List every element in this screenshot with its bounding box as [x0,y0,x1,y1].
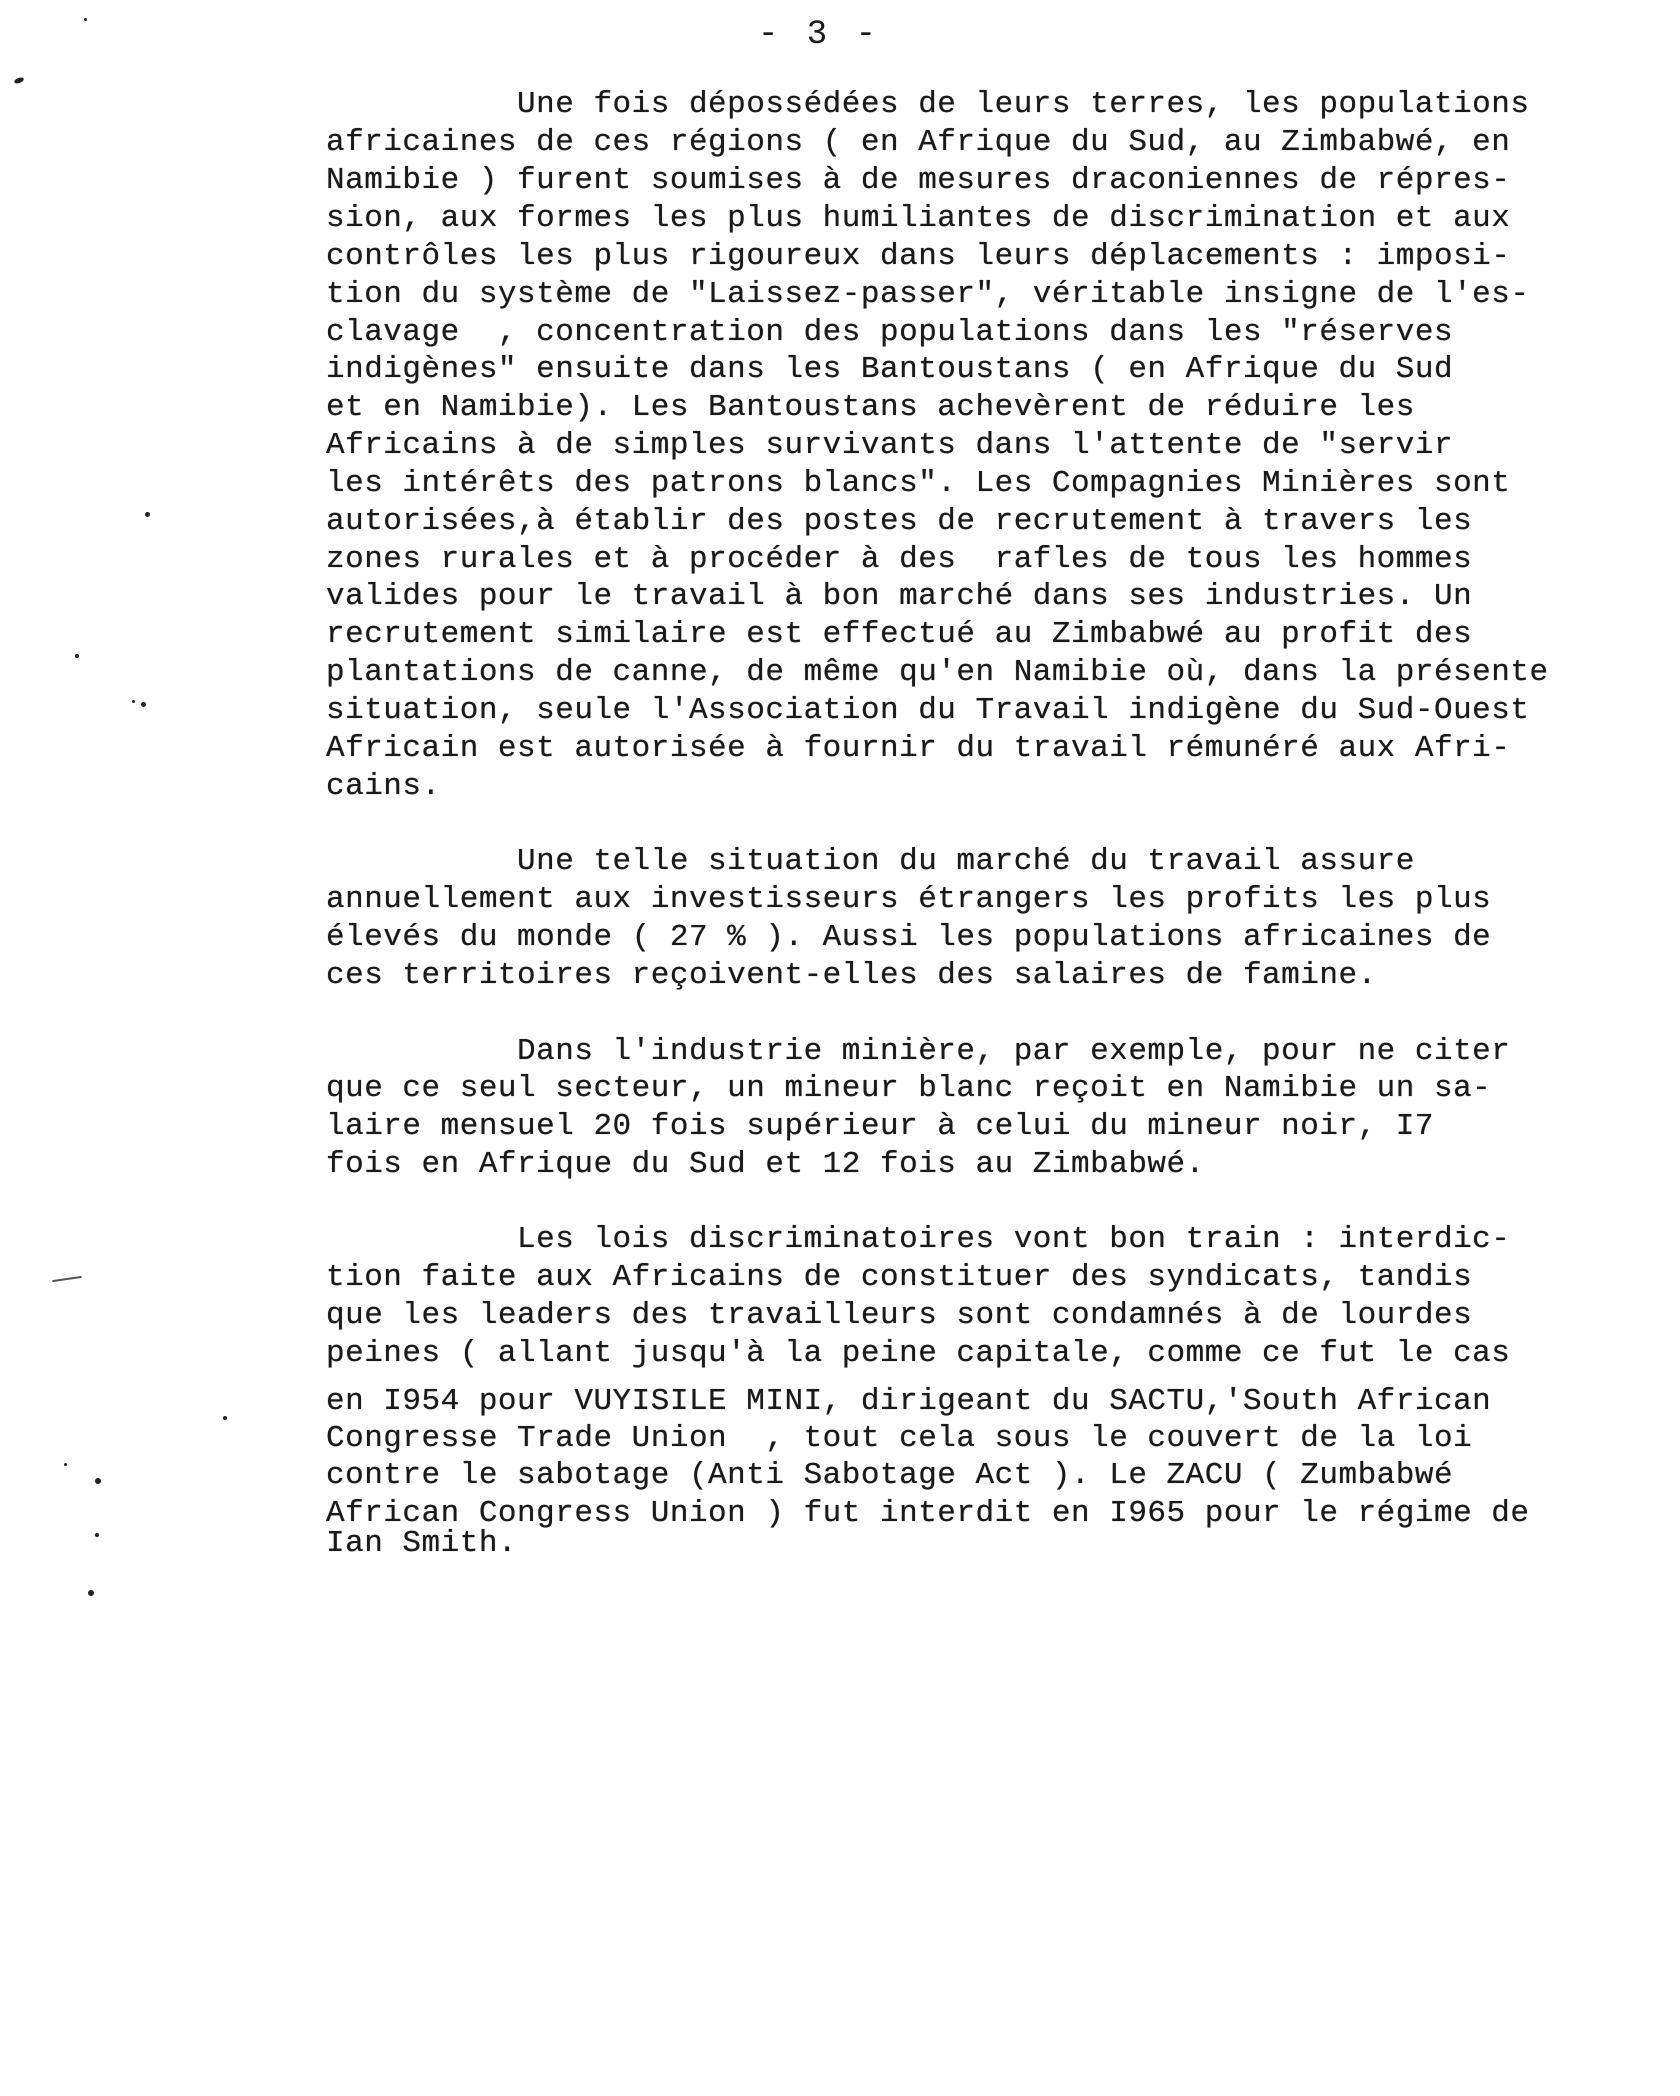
scan-mark [223,1416,227,1420]
scan-mark [52,1276,82,1282]
text-line: plantations de canne, de même qu'en Namibie où, dans la présente [326,655,1549,690]
text-line: contre le sabotage (Anti Sabotage Act ). Le ZACU ( Zumbabwé [326,1458,1454,1493]
text-line: tion du système de "Laissez-passer", véritable insigne de l'es- [326,277,1530,312]
scan-mark [84,18,87,21]
text-line: autorisées,à établir des postes de recrutement à travers les [326,504,1473,539]
scan-mark [75,654,79,658]
scan-mark [13,76,24,84]
page-number: - 3 - [758,16,881,54]
text-line: et en Namibie). Les Bantoustans achevèrent de réduire les [326,390,1415,425]
text-line: fois en Afrique du Sud et 12 fois au Zimbabwé. [326,1147,1205,1182]
text-line: que les leaders des travailleurs sont condamnés à de lourdes [326,1298,1473,1333]
scan-mark [95,1533,99,1537]
text-line: African Congress Union ) fut interdit en I965 pour le régime de [326,1496,1530,1531]
scan-mark [64,1463,67,1466]
text-line: Les lois discriminatoires vont bon train : interdic- [326,1222,1511,1257]
text-line: situation, seule l'Association du Travail indigène du Sud-Ouest [326,693,1530,728]
text-line: les intérêts des patrons blancs". Les Compagnies Minières sont [326,466,1511,501]
text-line: que ce seul secteur, un mineur blanc reçoit en Namibie un sa- [326,1071,1492,1106]
text-line: africaines de ces régions ( en Afrique du Sud, au Zimbabwé, en [326,125,1511,160]
text-line: zones rurales et à procéder à des rafles de tous les hommes [326,542,1473,577]
scan-mark [141,702,146,707]
scan-mark [88,1590,94,1596]
text-line: Congresse Trade Union , tout cela sous le couvert de la loi [326,1421,1473,1456]
scan-mark [132,700,135,703]
text-line: en I954 pour VUYISILE MINI, dirigeant du SACTU,'South African [326,1384,1492,1419]
text-line: clavage , concentration des populations dans les "réserves [326,315,1454,350]
scan-mark [95,1478,101,1484]
text-line: élevés du monde ( 27 % ). Aussi les populations africaines de [326,920,1492,955]
text-line: Ian Smith. [326,1526,518,1561]
text-line: recrutement similaire est effectué au Zimbabwé au profit des [326,617,1473,652]
text-line: annuellement aux investisseurs étrangers les profits les plus [326,882,1492,917]
scan-mark [145,512,150,517]
text-line: Dans l'industrie minière, par exemple, pour ne citer [326,1034,1511,1069]
text-line: cains. [326,769,441,804]
text-line: Africains à de simples survivants dans l'attente de "servir [326,428,1454,463]
text-line: Africain est autorisée à fournir du travail rémunéré aux Afri- [326,731,1511,766]
text-line: contrôles les plus rigoureux dans leurs déplacements : imposi- [326,239,1511,274]
text-line: indigènes" ensuite dans les Bantoustans ( en Afrique du Sud [326,352,1454,387]
text-line: sion, aux formes les plus humiliantes de discrimination et aux [326,201,1511,236]
text-line: laire mensuel 20 fois supérieur à celui du mineur noir, I7 [326,1109,1434,1144]
text-line: tion faite aux Africains de constituer des syndicats, tandis [326,1260,1473,1295]
text-line: peines ( allant jusqu'à la peine capitale, comme ce fut le cas [326,1336,1511,1371]
text-line: valides pour le travail à bon marché dans ses industries. Un [326,579,1473,614]
text-line: Une telle situation du marché du travail assure [326,844,1415,879]
text-line: Une fois dépossédées de leurs terres, les populations [326,87,1530,122]
text-line: Namibie ) furent soumises à de mesures draconiennes de répres- [326,163,1511,198]
text-line: ces territoires reçoivent-elles des salaires de famine. [326,958,1377,993]
